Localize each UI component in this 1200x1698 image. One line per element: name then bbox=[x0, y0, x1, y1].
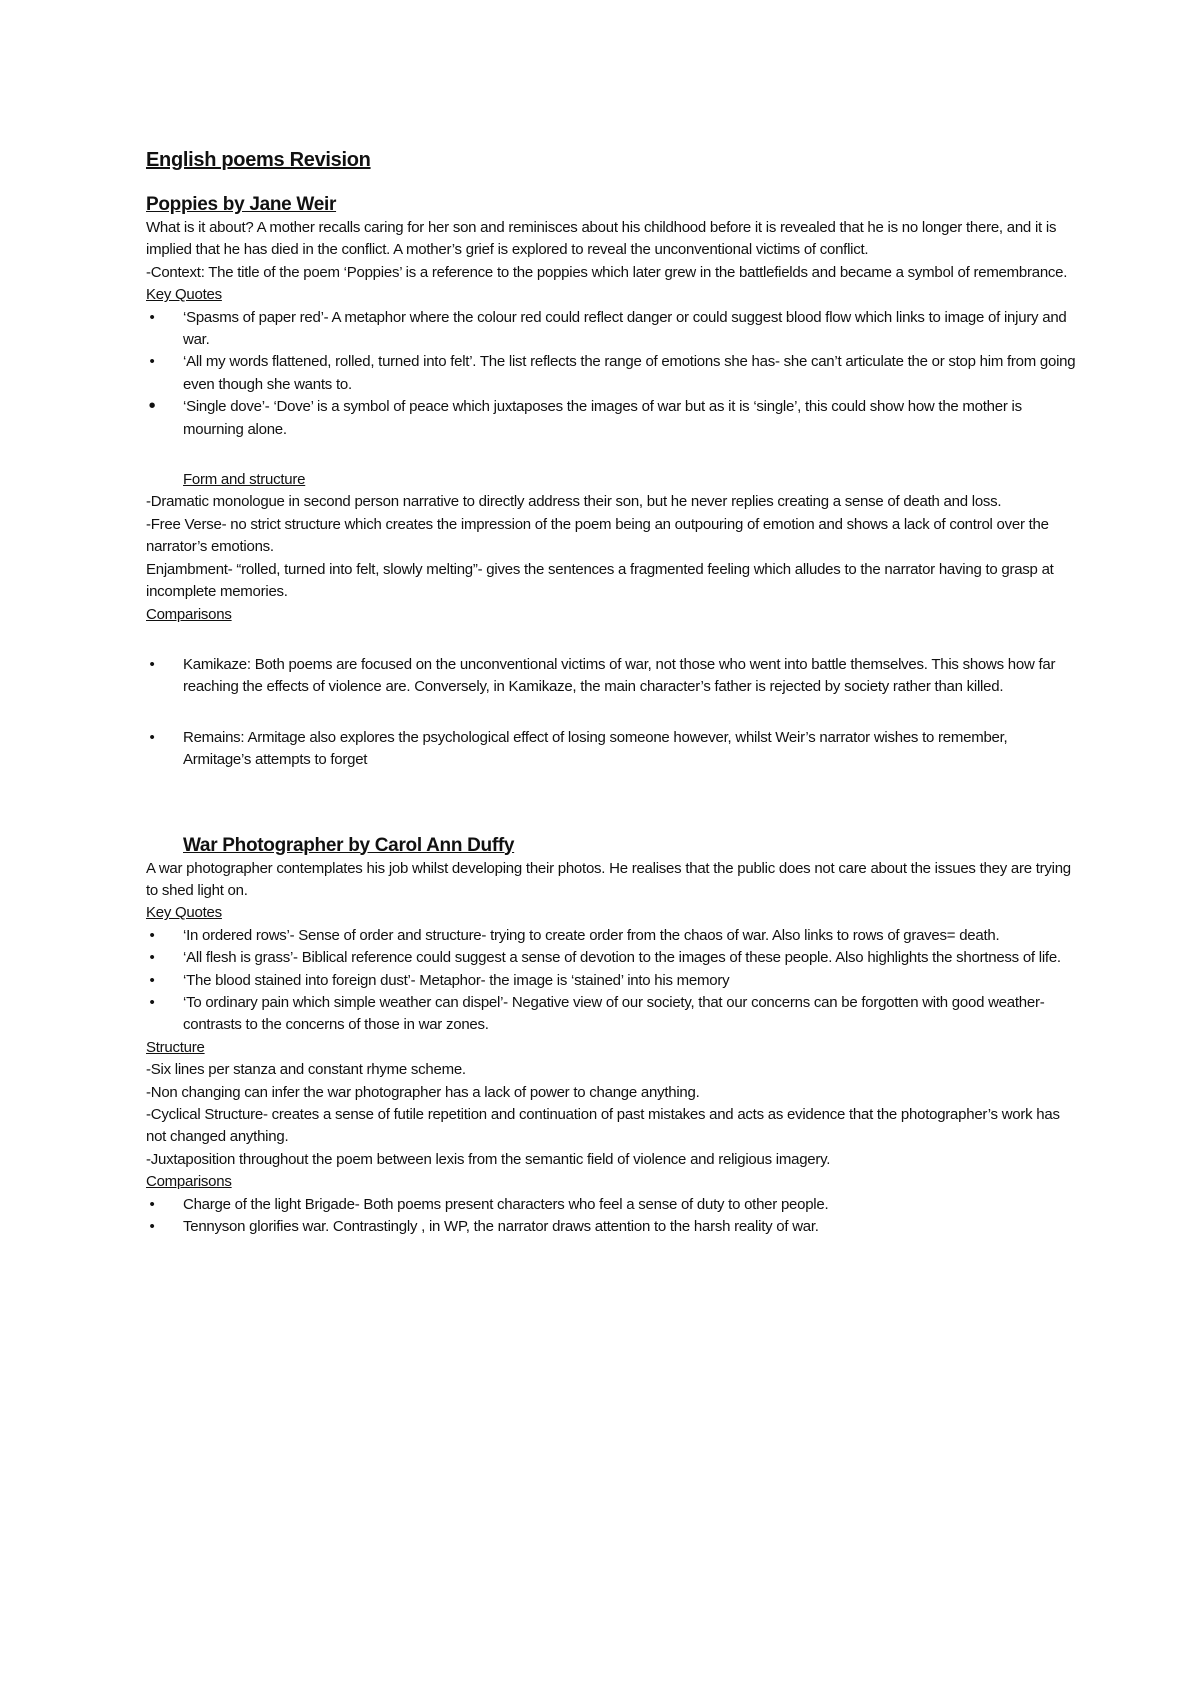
list-item bbox=[146, 307, 1076, 352]
list-item bbox=[146, 992, 1076, 1037]
bullet-icon: • bbox=[149, 926, 155, 944]
comparison-text: Kamikaze: Both poems are focused on the unconventional victims of war, not those who went into battle themselves. This shows how far reaching the effects of violence are. Conversely, in Kamikaze, the main character’s father is rejected by society rather than killed. bbox=[183, 655, 1056, 696]
poppies-heading: Poppies by Jane Weir bbox=[146, 194, 337, 215]
war-photographer-quotes-list bbox=[146, 925, 1076, 1037]
list-item bbox=[146, 727, 1076, 772]
quote-text: ‘Single dove’- ‘Dove’ is a symbol of peace which juxtaposes the images of war but as it is ‘single’, this could show how the mother is mourning alone. bbox=[183, 398, 1022, 438]
poppies-comparisons-label: Comparisons bbox=[146, 605, 232, 623]
bullet-icon: • bbox=[149, 971, 155, 989]
quote-text: ‘All flesh is grass’- Biblical reference could suggest a sense of devotion to the images of these people. Also highlights the shortness of life. bbox=[183, 949, 1061, 967]
bullet-icon: • bbox=[149, 993, 155, 1011]
war-photographer-structure-line: -Juxtaposition throughout the poem between lexis from the semantic field of violence and religious imagery. bbox=[146, 1150, 831, 1168]
poppies-context: -Context: The title of the poem ‘Poppies’ is a reference to the poppies which later grew in the battlefields and became a symbol of remembrance. bbox=[146, 263, 1068, 281]
war-photographer-key-quotes-label: Key Quotes bbox=[146, 904, 222, 922]
quote-text: ‘Spasms of paper red’- A metaphor where the colour red could reflect danger or could suggest blood flow which links to image of injury and war. bbox=[183, 308, 1067, 349]
war-photographer-structure-line: -Non changing can infer the war photographer has a lack of power to change anything. bbox=[146, 1083, 700, 1101]
poppies-key-quotes-label: Key Quotes bbox=[146, 286, 222, 304]
war-photographer-comparisons-list bbox=[146, 1194, 1076, 1239]
document-title: English poems Revision bbox=[146, 149, 371, 171]
poppies-section bbox=[146, 193, 1076, 772]
comparison-text: Tennyson glorifies war. Contrastingly , in WP, the narrator draws attention to the harsh reality of war. bbox=[183, 1218, 819, 1236]
poppies-quotes-list bbox=[146, 307, 1076, 441]
bullet-icon: • bbox=[149, 949, 155, 967]
bullet-icon: • bbox=[149, 1195, 155, 1213]
quote-text: ‘In ordered rows’- Sense of order and structure- trying to create order from the chaos of war. Also links to rows of graves= death. bbox=[183, 926, 1000, 944]
list-item bbox=[146, 351, 1076, 396]
comparison-text: Charge of the light Brigade- Both poems present characters who feel a sense of duty to other people. bbox=[183, 1195, 829, 1213]
quote-text: ‘All my words flattened, rolled, turned into felt’. The list reflects the range of emotions she has- she can’t articulate the or stop him from going even though she wants to. bbox=[183, 353, 1076, 393]
list-item bbox=[146, 970, 1076, 992]
quote-text: ‘The blood stained into foreign dust’- Metaphor- the image is ‘stained’ into his memory bbox=[183, 971, 730, 989]
list-item bbox=[146, 396, 1076, 441]
poppies-about: What is it about? A mother recalls caring for her son and reminisces about his childhood before it is revealed that he is no longer there, and it is implied that he has died in the conflict. A mother’s grief is explored to reveal the unconventional victims of conflict. bbox=[146, 219, 1057, 259]
list-item bbox=[146, 1194, 1076, 1216]
war-photographer-comparisons-label: Comparisons bbox=[146, 1173, 232, 1191]
war-photographer-summary: A war photographer contemplates his job whilst developing their photos. He realises that the public does not care about the issues they are trying to shed light on. bbox=[146, 859, 1071, 899]
poppies-comparisons-list bbox=[146, 654, 1076, 772]
list-item bbox=[146, 654, 1076, 699]
war-photographer-structure-line: -Cyclical Structure- creates a sense of futile repetition and continuation of past mistakes and acts as evidence that the photographer’s work has not changed anything. bbox=[146, 1106, 1060, 1146]
bullet-icon: • bbox=[149, 308, 155, 326]
bullet-icon: • bbox=[149, 655, 155, 673]
poppies-form-line: -Free Verse- no strict structure which creates the impression of the poem being an outpouring of emotion and shows a lack of control over the narrator’s emotions. bbox=[146, 515, 1049, 556]
war-photographer-heading: War Photographer by Carol Ann Duffy bbox=[183, 834, 515, 856]
comparison-text: Remains: Armitage also explores the psychological effect of losing someone however, whilst Weir’s narrator wishes to remember, Armitage’s attempts to forget bbox=[183, 728, 1008, 769]
quote-text: ‘To ordinary pain which simple weather can dispel’- Negative view of our society, that our concerns can be forgotten with good weather- contrasts to the concerns of those in war zones. bbox=[183, 993, 1045, 1034]
list-item bbox=[146, 925, 1076, 947]
bullet-icon: • bbox=[149, 728, 155, 746]
bullet-icon: • bbox=[149, 1218, 155, 1236]
bullet-icon: • bbox=[148, 395, 156, 418]
war-photographer-section bbox=[146, 834, 1076, 1239]
poppies-form-line: -Dramatic monologue in second person narrative to directly address their son, but he never replies creating a sense of death and loss. bbox=[146, 493, 1002, 511]
document-page bbox=[146, 147, 1076, 1238]
list-item bbox=[146, 1216, 1076, 1238]
war-photographer-structure-label: Structure bbox=[146, 1038, 205, 1056]
bullet-icon: • bbox=[149, 353, 155, 371]
list-item bbox=[146, 947, 1076, 969]
poppies-form-line: Enjambment- “rolled, turned into felt, slowly melting”- gives the sentences a fragmented feeling which alludes to the narrator having to grasp at incomplete memories. bbox=[146, 560, 1054, 601]
poppies-form-label: Form and structure bbox=[183, 471, 306, 489]
war-photographer-structure-line: -Six lines per stanza and constant rhyme scheme. bbox=[146, 1061, 466, 1079]
